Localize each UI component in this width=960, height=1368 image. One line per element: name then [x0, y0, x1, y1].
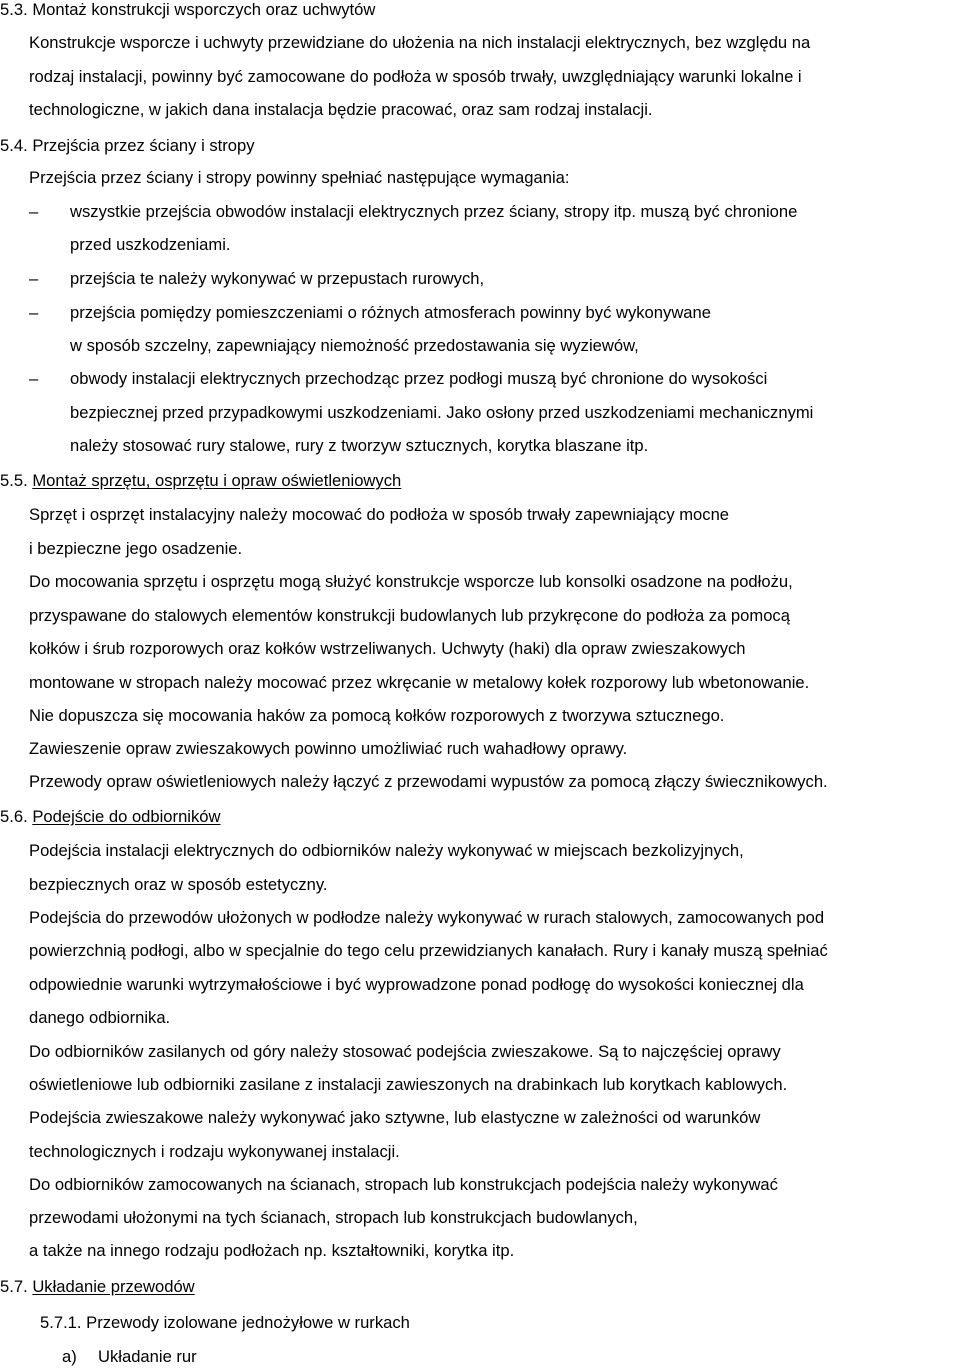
section-heading-5-6 [0, 807, 221, 827]
paragraph-line: przewodami ułożonymi na tych ścianach, stropach lub konstrukcjach budowlanych, [29, 1208, 638, 1227]
paragraph-line: oświetleniowe lub odbiorniki zasilane z instalacji zawieszonych na drabinkach lub korytkach kablowych. [29, 1075, 788, 1094]
list-item-line: w sposób szczelny, zapewniający niemożność przedostawania się wyziewów, [70, 336, 639, 355]
list-item-line: wszystkie przejścia obwodów instalacji elektrycznych przez ściany, stropy itp. muszą być chronione [70, 202, 798, 221]
paragraph-line: technologiczne, w jakich dana instalacja będzie pracować, oraz sam rodzaj instalacji. [29, 100, 653, 119]
bullet-dash: – [29, 269, 39, 288]
section-heading-5-4 [0, 136, 255, 156]
subsection-heading-5-7-1 [40, 1313, 410, 1333]
paragraph-line: Podejścia do przewodów ułożonych w podłodze należy wykonywać w rurach stalowych, zamocowanych pod [29, 908, 825, 927]
paragraph-line: rodzaj instalacji, powinny być zamocowane do podłoża w sposób trwały, uwzględniający warunki lokalne i [29, 67, 802, 86]
section-title: Montaż sprzętu, osprzętu i opraw oświetleniowych [32, 471, 402, 490]
paragraph-line: przyspawane do stalowych elementów konstrukcji budowlanych lub przykręcone do podłoża za pomocą [29, 606, 790, 625]
paragraph-line: Przewody opraw oświetleniowych należy łączyć z przewodami wypustów za pomocą złączy świecznikowych. [29, 772, 828, 791]
item-text: Układanie rur [98, 1347, 197, 1366]
paragraph-line: kołków i śrub rozporowych oraz kołków wstrzeliwanych. Uchwyty (haki) dla opraw zwieszakowych [29, 639, 746, 658]
section-heading-5-7 [0, 1277, 195, 1297]
list-item-line: należy stosować rury stalowe, rury z tworzyw sztucznych, korytka blaszane itp. [70, 436, 649, 455]
list-item-line: przejścia pomiędzy pomieszczeniami o różnych atmosferach powinny być wykonywane [70, 303, 711, 322]
section-title: Podejście do odbiorników [32, 807, 221, 826]
paragraph-line: technologicznych i rodzaju wykonywanej instalacji. [29, 1142, 400, 1161]
list-item-line: przed uszkodzeniami. [70, 235, 231, 254]
section-heading-5-5 [0, 471, 401, 491]
section-number: 5.5. [0, 471, 28, 490]
bullet-dash: – [29, 202, 39, 221]
paragraph-line: Do odbiorników zasilanych od góry należy stosować podejścia zwieszakowe. Są to najczęściej oprawy [29, 1042, 781, 1061]
section-heading-5-3 [0, 0, 375, 20]
paragraph-line: danego odbiornika. [29, 1008, 171, 1027]
subsection-number: 5.7.1. [40, 1313, 82, 1332]
paragraph-line: bezpiecznych oraz w sposób estetyczny. [29, 875, 328, 894]
paragraph-line: Podejścia instalacji elektrycznych do odbiorników należy wykonywać w miejscach bezkolizyjnych, [29, 841, 744, 860]
paragraph-line: Zawieszenie opraw zwieszakowych powinno umożliwiać ruch wahadłowy oprawy. [29, 739, 628, 758]
section-number: 5.6. [0, 807, 28, 826]
paragraph-line: Konstrukcje wsporcze i uchwyty przewidziane do ułożenia na nich instalacji elektrycznych, bez względu na [29, 33, 811, 52]
section-title: Przejścia przez ściany i stropy [32, 136, 255, 155]
paragraph-line: Do mocowania sprzętu i osprzętu mogą służyć konstrukcje wsporcze lub konsolki osadzone na podłożu, [29, 572, 793, 591]
paragraph-line: i bezpieczne jego osadzenie. [29, 539, 243, 558]
bullet-dash: – [29, 369, 39, 388]
paragraph-line: Sprzęt i osprzęt instalacyjny należy mocować do podłoża w sposób trwały zapewniający mocne [29, 505, 730, 524]
list-item-line: bezpiecznej przed przypadkowymi uszkodzeniami. Jako osłony przed uszkodzeniami mechanicznymi [70, 403, 814, 422]
section-number: 5.4. [0, 136, 28, 155]
paragraph-line: montowane w stropach należy mocować przez wkręcanie w metalowy kołek rozporowy lub wbetonowanie. [29, 673, 810, 692]
paragraph-line: powierzchnią podłogi, albo w specjalnie do tego celu przewidzianych kanałach. Rury i kanały muszą spełniać [29, 941, 828, 960]
subsection-title: Przewody izolowane jednożyłowe w rurkach [86, 1313, 410, 1332]
paragraph-line: Do odbiorników zamocowanych na ścianach, stropach lub konstrukcjach podejścia należy wykonywać [29, 1175, 778, 1194]
section-title: Montaż konstrukcji wsporczych oraz uchwytów [32, 0, 376, 19]
paragraph-line: Podejścia zwieszakowe należy wykonywać jako sztywne, lub elastyczne w zależności od warunków [29, 1108, 761, 1127]
bullet-dash: – [29, 303, 39, 322]
section-title: Układanie przewodów [32, 1277, 195, 1296]
paragraph-line: Nie dopuszcza się mocowania haków za pomocą kołków rozporowych z tworzywa sztucznego. [29, 706, 725, 725]
item-label: a) [62, 1347, 77, 1366]
paragraph-line: a także na innego rodzaju podłożach np. kształtowniki, korytka itp. [29, 1241, 515, 1260]
paragraph-line: Przejścia przez ściany i stropy powinny spełniać następujące wymagania: [29, 168, 570, 187]
list-item-line: obwody instalacji elektrycznych przechodząc przez podłogi muszą być chronione do wysokości [70, 369, 768, 388]
section-number: 5.3. [0, 0, 28, 19]
paragraph-line: odpowiednie warunki wytrzymałościowe i być wyprowadzone ponad podłogę do wysokości koniecznej dla [29, 975, 804, 994]
section-number: 5.7. [0, 1277, 28, 1296]
list-item-line: przejścia te należy wykonywać w przepustach rurowych, [70, 269, 485, 288]
